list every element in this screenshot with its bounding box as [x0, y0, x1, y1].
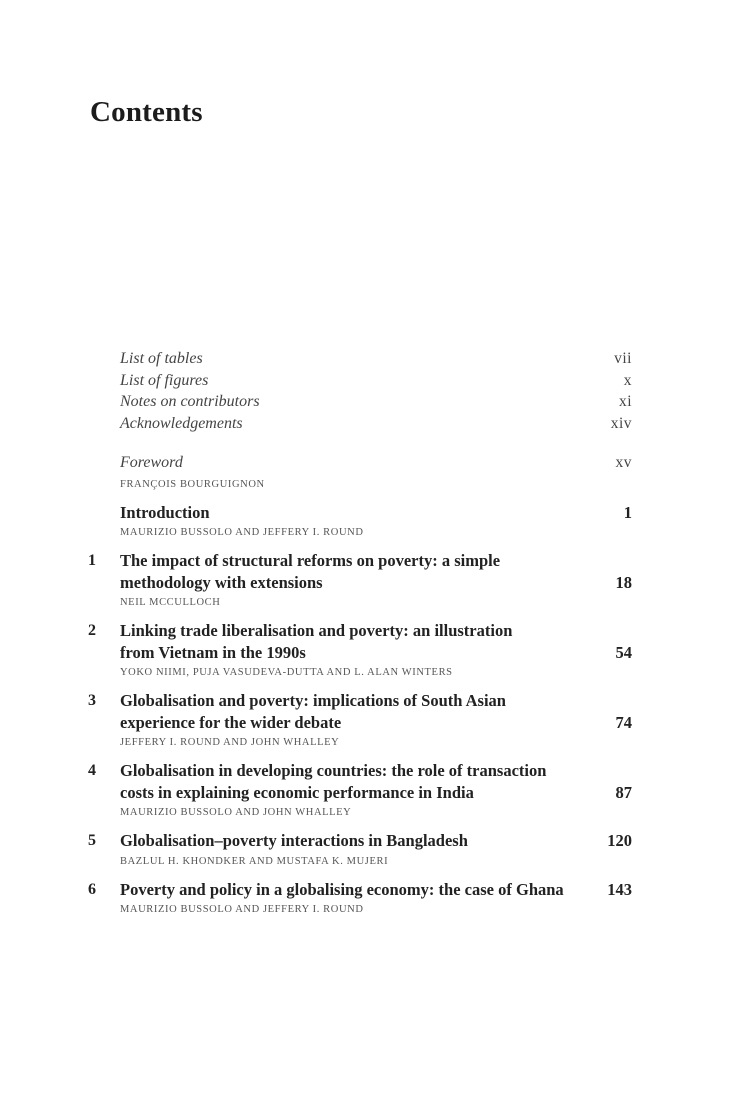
toc-entry-notes-on-contributors[interactable]	[88, 391, 632, 413]
toc-entry-page: x	[623, 371, 632, 389]
chapter-number: 1	[88, 552, 96, 569]
main-contents-list	[88, 502, 632, 918]
chapter-number: 5	[88, 832, 96, 849]
toc-entry-author: NEIL MCCULLOCH	[120, 597, 221, 608]
toc-entry-title: Linking trade liberalisation and poverty: an illustration	[120, 621, 513, 640]
toc-entry-introduction[interactable]	[88, 502, 632, 541]
toc-entry-title: Foreword	[120, 454, 183, 471]
toc-entry-chapter-1[interactable]	[88, 550, 632, 610]
toc-entry-title: Introduction	[120, 502, 210, 522]
toc-entry-title: List of figures	[120, 371, 209, 389]
toc-entry-title: The impact of structural reforms on poverty: a simple	[120, 551, 501, 570]
toc-entry-page: 143	[607, 879, 632, 899]
toc-entry-author: BAZLUL H. KHONDKER AND MUSTAFA K. MUJERI	[120, 855, 389, 867]
toc-entry-title: Globalisation–poverty interactions in Bangladesh	[120, 831, 468, 850]
toc-entry-acknowledgements[interactable]	[88, 413, 632, 435]
toc-entry-chapter-5[interactable]	[88, 830, 632, 869]
chapter-number: 3	[88, 692, 96, 709]
toc-entry-list-of-tables[interactable]	[88, 348, 632, 370]
toc-entry-title-continued: from Vietnam in the 1990s	[120, 642, 306, 662]
toc-entry-title: Acknowledgements	[120, 414, 243, 432]
toc-entry-page: xiv	[610, 414, 632, 432]
toc-entry-title-continued: methodology with extensions	[120, 572, 323, 592]
toc-entry-page: 87	[615, 782, 632, 802]
toc-entry-page: xv	[615, 454, 632, 471]
toc-entry-page: xi	[618, 393, 632, 410]
toc-entry-title-continued: costs in explaining economic performance in India	[120, 782, 474, 802]
toc-entry-chapter-4[interactable]	[88, 760, 632, 820]
table-of-contents	[88, 348, 632, 927]
toc-entry-title-continued: experience for the wider debate	[120, 712, 342, 732]
toc-entry-author: MAURIZIO BUSSOLO AND JEFFERY I. ROUND	[120, 527, 364, 538]
toc-entry-chapter-2[interactable]	[88, 620, 632, 680]
toc-entry-page: 1	[623, 502, 632, 522]
toc-entry-title: Globalisation in developing countries: the role of transaction	[120, 761, 547, 780]
toc-entry-title: Globalisation and poverty: implications of South Asian	[120, 691, 506, 710]
toc-entry-page: 18	[615, 572, 632, 592]
toc-entry-chapter-3[interactable]	[88, 690, 632, 750]
page-title: Contents	[90, 96, 203, 128]
toc-entry-page: 120	[607, 831, 632, 850]
toc-entry-author: YOKO NIIMI, PUJA VASUDEVA-DUTTA AND L. ALAN WINTERS	[120, 667, 453, 678]
toc-entry-title: List of tables	[120, 350, 203, 367]
toc-entry-author: JEFFERY I. ROUND AND JOHN WHALLEY	[120, 737, 340, 748]
chapter-number: 4	[88, 762, 96, 779]
toc-entry-foreword[interactable]	[88, 452, 632, 492]
toc-entry-page: 74	[615, 712, 632, 732]
chapter-number: 2	[88, 622, 96, 639]
toc-entry-author: FRANÇOIS BOURGUIGNON	[120, 478, 265, 490]
toc-entry-title: Poverty and policy in a globalising economy: the case of Ghana	[120, 879, 564, 899]
front-matter-list	[88, 348, 632, 492]
toc-entry-author: MAURIZIO BUSSOLO AND JOHN WHALLEY	[120, 807, 352, 818]
toc-entry-title: Notes on contributors	[120, 393, 260, 410]
chapter-number: 6	[88, 880, 96, 898]
toc-entry-page: 54	[615, 642, 632, 662]
toc-entry-chapter-6[interactable]	[88, 879, 632, 918]
toc-entry-list-of-figures[interactable]	[88, 370, 632, 392]
toc-entry-page: vii	[614, 350, 632, 367]
toc-entry-author: MAURIZIO BUSSOLO AND JEFFERY I. ROUND	[120, 904, 364, 915]
